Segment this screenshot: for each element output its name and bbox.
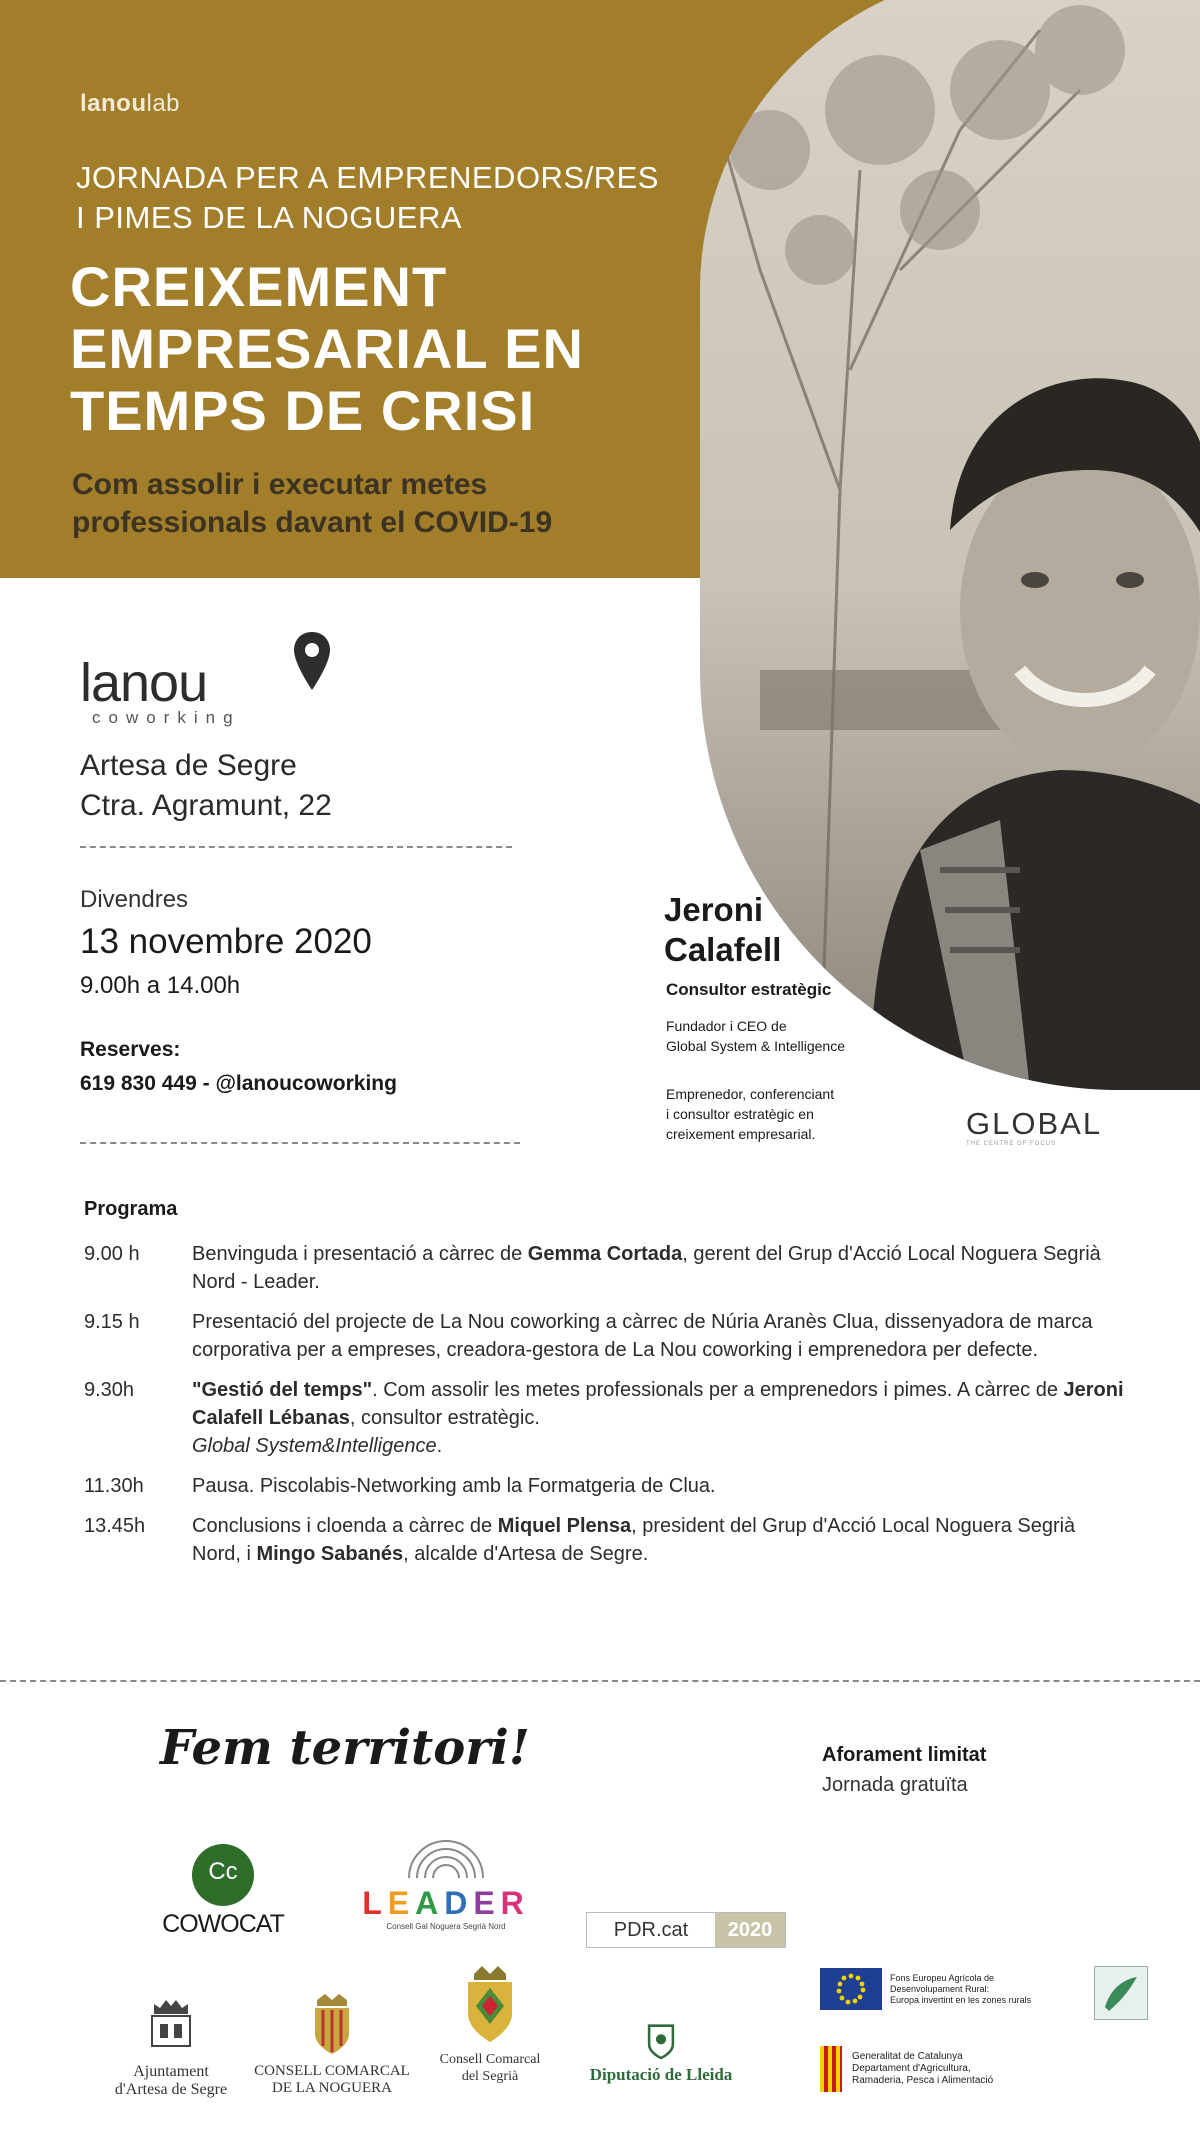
speaker-role: Consultor estratègic — [666, 980, 832, 999]
location-pin-icon — [292, 630, 332, 694]
generalitat-text: Generalitat de Catalunya Departament d'Agricultura, Ramaderia, Pesca i Alimentació — [852, 2051, 994, 2086]
speaker-name: Jeroni Calafell — [664, 891, 782, 968]
slogan: Fem territori! — [160, 1720, 530, 1776]
cowocat-logo: Cc COWOCAT — [158, 1844, 288, 1939]
free-note: Jornada gratuïta — [822, 1774, 968, 1796]
program-title: Programa — [84, 1198, 178, 1220]
event-day: Divendres — [80, 886, 189, 913]
leader-arcs-icon — [403, 1832, 489, 1878]
lleida-seal-icon — [644, 2022, 678, 2060]
divider — [80, 846, 512, 848]
feader-logo — [820, 1968, 1070, 2010]
program-description: "Gestió del temps". Com assolir les metes professionals per a emprenedors i pimes. A càrrec de Jeroni Calafell Lébanas, consultor estratègic. Global System&Intelligence. — [192, 1379, 1124, 1457]
program-time: 13.45h — [84, 1515, 146, 1537]
segria-shield-icon — [460, 1966, 520, 2046]
leader-badge-icon — [1094, 1966, 1148, 2020]
program-item — [84, 1308, 1124, 1364]
capacity-note: Aforament limitat — [822, 1744, 987, 1766]
program-time: 9.30h — [84, 1379, 135, 1401]
program-time: 11.30h — [84, 1475, 144, 1497]
lanou-logo-sub: coworking — [92, 708, 241, 727]
global-logo-sub: THE CENTRE OF FOCUS — [966, 1141, 1057, 1147]
pdr-logo: PDR.cat 2020 — [586, 1912, 786, 1948]
program-description: Benvinguda i presentació a càrrec de Gemma Cortada, gerent del Grup d'Acció Local Noguera Segrià Nord - Leader. — [192, 1243, 1101, 1293]
feader-text: Fons Europeu Agrícola de Desenvolupament Rural: Europa invertint en les zones rurals — [890, 1972, 1032, 2005]
leader-logo: LEADER Consell Gal Noguera Segrià Nord — [356, 1832, 536, 1931]
generalitat-logo — [820, 2046, 1100, 2092]
program-item — [84, 1472, 1124, 1500]
program-description: Conclusions i cloenda a càrrec de Miquel Plensa, president del Grup d'Acció Local Noguera Segrià Nord, i Mingo Sabanés, alcalde d'Artesa de Segre. — [192, 1515, 1076, 1565]
noguera-shield-icon — [307, 1994, 357, 2058]
lanou-logo: lanou — [80, 653, 208, 713]
program-list — [84, 1240, 1124, 1580]
diputacio-lleida-logo: Diputació de Lleida — [576, 2022, 746, 2085]
program-item — [84, 1240, 1124, 1296]
noguera-logo: CONSELL COMARCAL DE LA NOGUERA — [252, 1994, 412, 2097]
venue-address: Artesa de Segre Ctra. Agramunt, 22 — [80, 749, 332, 822]
speaker-organization: Fundador i CEO de Global System & Intelligence — [666, 1018, 845, 1054]
segria-logo: Consell Comarcal del Segrià — [430, 1966, 550, 2085]
catalan-flag-icon — [820, 2046, 842, 2092]
leader-word: LEADER — [362, 1885, 530, 1921]
global-logo: GLOBAL — [966, 1106, 1103, 1141]
program-description: Pausa. Piscolabis-Networking amb la Formatgeria de Clua. — [192, 1475, 716, 1497]
artesa-logo: Ajuntament d'Artesa de Segre — [96, 1994, 246, 2099]
event-date: 13 novembre 2020 — [80, 922, 372, 961]
event-subheading: JORNADA PER A EMPRENEDORS/RES I PIMES DE LA NOGUERA — [76, 160, 659, 235]
lanoulab-logo: lanoulab — [80, 90, 181, 117]
program-item — [84, 1376, 1124, 1460]
program-time: 9.00 h — [84, 1243, 140, 1265]
eu-flag-icon — [820, 1968, 882, 2010]
reservations-contact: 619 830 449 - @lanoucoworking — [80, 1072, 397, 1095]
artesa-seal-icon — [146, 1994, 196, 2058]
event-title: CREIXEMENT EMPRESARIAL EN TEMPS DE CRISI — [70, 255, 584, 442]
reservations-label: Reserves: — [80, 1038, 181, 1061]
divider — [80, 1142, 520, 1144]
program-description: Presentació del projecte de La Nou coworking a càrrec de Núria Aranès Clua, dissenyadora de marca corporativa per a empreses, creadora-gestora de La Nou coworking i emprenedora per defecte. — [192, 1311, 1093, 1361]
event-tagline: Com assolir i executar metes professionals davant el COVID-19 — [72, 468, 553, 539]
event-hours: 9.00h a 14.00h — [80, 972, 241, 999]
program-item — [84, 1512, 1124, 1568]
divider — [0, 1680, 1200, 1682]
speaker-bio: Emprenedor, conferenciant i consultor estratègic en creixement empresarial. — [666, 1086, 835, 1142]
program-time: 9.15 h — [84, 1311, 140, 1333]
